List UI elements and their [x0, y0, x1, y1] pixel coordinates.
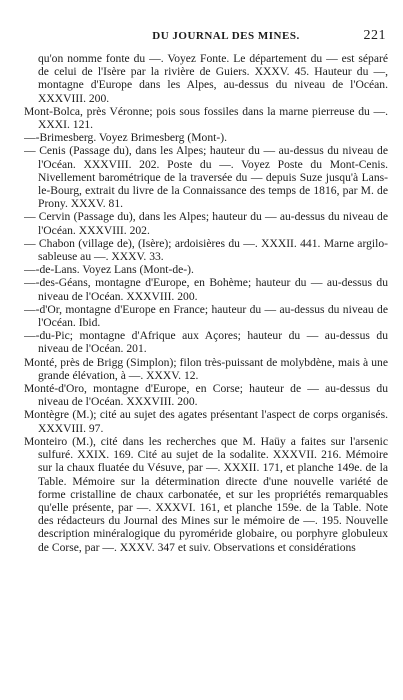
index-entry: Monteiro (M.), cité dans les recherches que M. Haüy a faites sur l'arsenic sulfuré. XXIX. 169. Cité au sujet de la sodalite. XXXVII. 216. Mémoire sur la chaux fluatée du Vésuve, par —. XXXII. 171, et planche 149e. de la Table. Mémoire sur la détermination directe d'une nouvelle variété de forme cristalline de chaux carbonatée, et sur les propriétés remarquables qu'elle présente, par —. XXXVI. 161, et planche 159e. de la Table. Note des rédacteurs du Journal des Mines sur le mémoire de —. 195. Nouvelle description minéralogique du pyroméride globaire, ou porphyre globuleux de Corse, par —. XXXV. 347 et suiv. Observations et considérations	[24, 434, 388, 554]
index-entry: — Cervin (Passage du), dans les Alpes; hauteur du — au-dessus du niveau de l'Océan. XXXVIII. 202.	[24, 210, 388, 237]
index-entry: —-de-Lans. Voyez Lans (Mont-de-).	[24, 263, 194, 277]
index-entry: Montègre (M.); cité au sujet des agates présentant l'aspect de corps organisés. XXXVIII. 97.	[24, 408, 388, 435]
document-page	[24, 30, 388, 692]
page-number: 221	[363, 30, 386, 43]
index-entry: Monté, près de Brigg (Simplon); filon très-puissant de molybdène, mais à une grande élévation, à —. XXXV. 12.	[24, 355, 388, 382]
index-entry: Monté-d'Oro, montagne d'Europe, en Corse; hauteur de — au-dessus du niveau de l'Océan. XXXVIII. 200.	[24, 382, 388, 409]
index-entry: —-Brimesberg. Voyez Brimesberg (Mont-).	[24, 131, 227, 145]
index-entry: —-du-Pic; montagne d'Afrique aux Açores; hauteur du — au-dessus du niveau de l'Océan. 201.	[24, 329, 388, 356]
index-entry: Mont-Bolca, près Véronne; pois sous fossiles dans la marne pierreuse du —. XXXI. 121.	[24, 104, 388, 132]
index-entries	[24, 52, 388, 554]
running-head	[24, 30, 388, 52]
index-entry: qu'on nomme fonte du —. Voyez Fonte. Le département du — est séparé de celui de l'Isère par la rivière de Guiers. XXXV. 45. Hauteur du —, montagne d'Europe dans les Alpes, au-dessus du niveau de l'Océan. XXXVIII. 200.	[38, 52, 388, 105]
index-entry: —-d'Or, montagne d'Europe en France; hauteur du — au-dessus du niveau de l'Océan. Ibid.	[24, 302, 388, 330]
running-title: DU JOURNAL DES MINES.	[152, 30, 300, 42]
index-entry: — Chabon (village de), (Isère); ardoisières du —. XXXII. 441. Marne argilo-sableuse au —. XXXV. 33.	[24, 236, 388, 264]
index-entry: —-des-Géans, montagne d'Europe, en Bohème; hauteur du — au-dessus du niveau de l'Océan. XXXVIII. 200.	[24, 276, 388, 303]
index-entry: — Cenis (Passage du), dans les Alpes; hauteur du — au-dessus du niveau de l'Océan. XXXVIII. 202. Poste du —. Voyez Poste du Mont-Cenis. Nivellement barométrique de la traversée du — depuis Suze jusqu'à Lans-le-Bourg, extrait du livre de la Connaissance des temps de 1816, par M. de Prony. XXXV. 81.	[24, 144, 388, 211]
